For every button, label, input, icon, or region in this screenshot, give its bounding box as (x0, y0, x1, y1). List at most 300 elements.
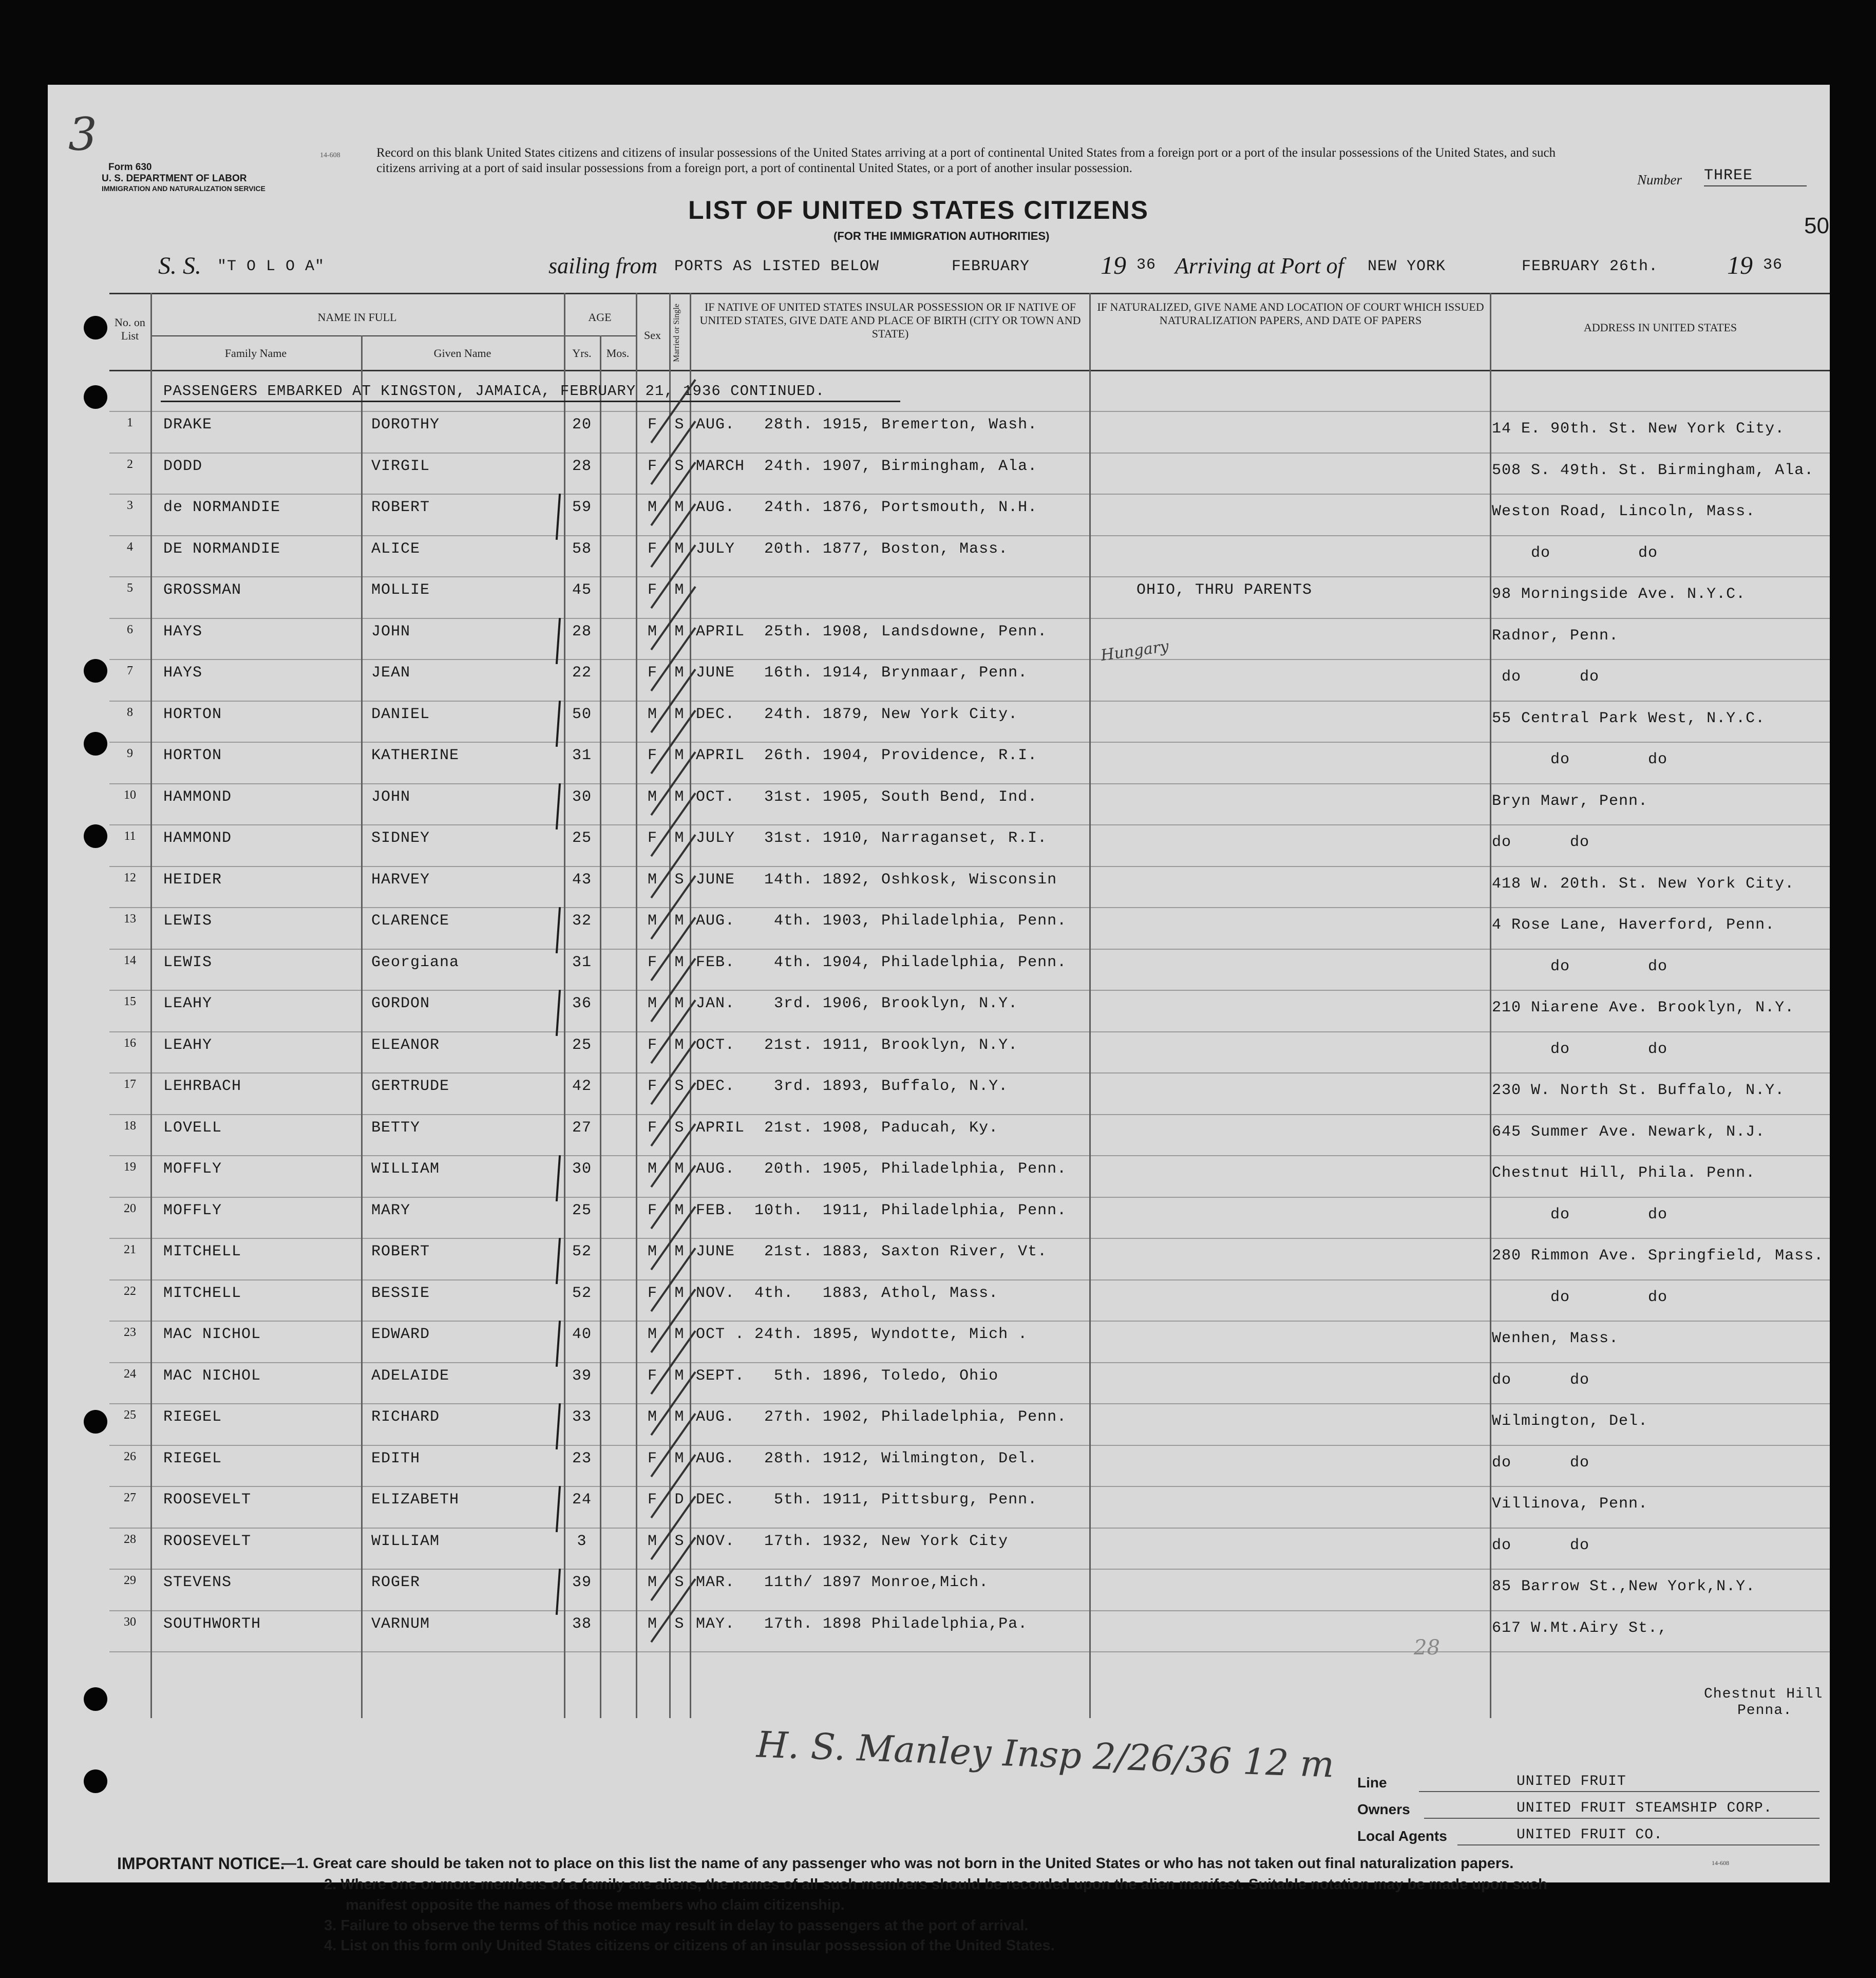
cell-birth: OCT . 24th. 1895, Wyndotte, Mich . (696, 1326, 1028, 1343)
cell-family: HAYS (163, 623, 203, 641)
cell-family: DODD (163, 457, 203, 475)
cell-ms: M (674, 788, 685, 806)
cell-ms: M (674, 664, 685, 682)
cell-family: LEWIS (163, 912, 213, 930)
cell-sex: F (647, 1367, 657, 1385)
punch-hole (84, 316, 107, 340)
cell-given: GERTRUDE (371, 1078, 450, 1095)
cell-sex: M (647, 912, 657, 930)
cell-age: 52 (572, 1243, 592, 1260)
col-rule-birth (1089, 293, 1091, 1718)
header-given-name: Given Name (433, 347, 491, 360)
page-mark: 50 (1804, 213, 1829, 238)
cell-birth: AUG. 28th. 1915, Bremerton, Wash. (696, 416, 1038, 434)
cell-family: SOUTHWORTH (163, 1615, 261, 1633)
row-rule (109, 1610, 1830, 1611)
cell-given: ADELAIDE (371, 1367, 450, 1385)
cell-birth: JULY 31st. 1910, Narraganset, R.I. (696, 830, 1048, 847)
agents-underline (1457, 1844, 1820, 1845)
cell-no: 8 (127, 705, 133, 719)
row-rule (109, 494, 1830, 495)
header-married-single: Married or Single (672, 304, 681, 362)
table-top-rule (109, 293, 1830, 294)
cell-birth: JULY 20th. 1877, Boston, Mass. (696, 540, 1009, 558)
row-rule (109, 1569, 1830, 1570)
cell-given: ROBERT (371, 1243, 430, 1260)
line-value: UNITED FRUIT (1517, 1774, 1626, 1789)
corner-mark: 14-608 (1712, 1859, 1729, 1867)
cell-birth: JUNE 14th. 1892, Oshkosk, Wisconsin (696, 871, 1057, 889)
cell-birth: NOV. 4th. 1883, Athol, Mass. (696, 1284, 999, 1302)
cell-family: LEHRBACH (163, 1078, 242, 1095)
cell-ms: S (674, 457, 685, 475)
page-number: 3 (68, 108, 97, 161)
cell-ms: M (674, 1243, 685, 1260)
cell-family: RIEGEL (163, 1408, 222, 1426)
cell-given: VIRGIL (371, 457, 430, 475)
cell-age: 25 (572, 1201, 592, 1219)
cell-no: 14 (124, 953, 136, 967)
cell-given: Georgiana (371, 953, 460, 971)
cell-ms: S (674, 871, 685, 889)
punch-hole (84, 732, 107, 756)
cell-family: HEIDER (163, 871, 222, 889)
row-rule (109, 1362, 1830, 1363)
cell-family: HAYS (163, 664, 203, 682)
cell-birth: AUG. 24th. 1876, Portsmouth, N.H. (696, 499, 1038, 516)
cell-ms: S (674, 1615, 685, 1633)
punch-hole (84, 659, 107, 683)
cell-birth: AUG. 28th. 1912, Wilmington, Del. (696, 1449, 1038, 1467)
cell-ms: S (674, 1574, 685, 1591)
punch-hole (84, 385, 107, 409)
ship-name: "T O L O A" (217, 258, 325, 275)
cell-ms: M (674, 1036, 685, 1054)
cell-ms: M (674, 1449, 685, 1467)
cell-given: ROBERT (371, 499, 430, 516)
cell-address: 418 W. 20th. St. New York City. (1492, 875, 1795, 893)
notice-item-2b: manifest opposite the names of those members who claim citizenship. (346, 1897, 845, 1913)
header-naturalized: IF NATURALIZED, GIVE NAME AND LOCATION OF COURT WHICH ISSUED NATURALIZATION PAPERS, AND DATE OF PAPERS (1097, 300, 1484, 327)
col-rule-natz (1490, 293, 1491, 1718)
cell-age: 40 (572, 1326, 592, 1343)
cell-given: BESSIE (371, 1284, 430, 1302)
depart-year-prefix: 19 (1101, 251, 1126, 279)
cell-no: 26 (124, 1449, 136, 1463)
cell-given: EDITH (371, 1449, 421, 1467)
cell-sex: M (647, 705, 657, 723)
cell-sex: F (647, 830, 657, 847)
cell-given: RICHARD (371, 1408, 440, 1426)
notice-title: IMPORTANT NOTICE. (117, 1854, 285, 1873)
cell-no: 12 (124, 871, 136, 884)
cell-sex: F (647, 1201, 657, 1219)
cell-address: 85 Barrow St.,New York,N.Y. (1492, 1578, 1756, 1595)
cell-given: EDWARD (371, 1326, 430, 1343)
manifest-sheet (48, 85, 1830, 1954)
owners-underline (1424, 1818, 1820, 1819)
header-mos: Mos. (606, 347, 630, 360)
cell-address: 617 W.Mt.Airy St., (1492, 1619, 1668, 1637)
punch-hole (84, 1687, 107, 1711)
cell-family: HAMMOND (163, 830, 232, 847)
cell-given: BETTY (371, 1119, 421, 1137)
cell-given: SIDNEY (371, 830, 430, 847)
cell-no: 11 (124, 830, 136, 843)
cell-address: 210 Niarene Ave. Brooklyn, N.Y. (1492, 999, 1795, 1016)
cell-family: MOFFLY (163, 1201, 222, 1219)
cell-no: 24 (124, 1367, 136, 1381)
cell-given: HARVEY (371, 871, 430, 889)
row-rule (109, 1031, 1830, 1032)
cell-address: 645 Summer Ave. Newark, N.J. (1492, 1123, 1766, 1141)
cell-address: 14 E. 90th. St. New York City. (1492, 420, 1785, 438)
col-rule-given (564, 293, 565, 1718)
header-address: ADDRESS IN UNITED STATES (1583, 321, 1737, 334)
col-rule-yrs (600, 335, 601, 1718)
cell-age: 3 (577, 1532, 587, 1550)
cell-given: WILLIAM (371, 1160, 440, 1178)
cell-address: do do (1492, 1040, 1668, 1058)
cell-birth: FEB. 10th. 1911, Philadelphia, Penn. (696, 1201, 1067, 1219)
cell-age: 27 (572, 1119, 592, 1137)
cell-address: 4 Rose Lane, Haverford, Penn. (1492, 916, 1775, 934)
cell-birth: AUG. 27th. 1902, Philadelphia, Penn. (696, 1408, 1067, 1426)
cell-family: HAMMOND (163, 788, 232, 806)
arrival-port: NEW YORK (1368, 258, 1446, 275)
cell-birth: NOV. 17th. 1932, New York City (696, 1532, 1009, 1550)
cell-sex: F (647, 1078, 657, 1095)
cell-birth: APRIL 26th. 1904, Providence, R.I. (696, 747, 1038, 764)
row-rule (109, 618, 1830, 619)
cell-age: 24 (572, 1491, 592, 1509)
notice-item-1: —1. Great care should be taken not to place on this list the name of any passenger who was not born in the United States or who has not taken out final naturalization papers. (281, 1855, 1514, 1872)
cell-ms: M (674, 1408, 685, 1426)
row-rule (109, 783, 1830, 784)
cell-family: HORTON (163, 705, 222, 723)
cell-birth: SEPT. 5th. 1896, Toledo, Ohio (696, 1367, 999, 1385)
row-rule (109, 1321, 1830, 1322)
cell-birth: DEC. 24th. 1879, New York City. (696, 705, 1018, 723)
sailing-from-value: PORTS AS LISTED BELOW (674, 258, 880, 275)
cell-ms: M (674, 581, 685, 599)
arriving-label: Arriving at Port of (1175, 253, 1344, 278)
row-rule (109, 576, 1830, 577)
cell-sex: F (647, 1036, 657, 1054)
cell-age: 38 (572, 1615, 592, 1633)
col-rule-no (150, 293, 152, 1718)
arrival-date: FEBRUARY 26th. (1522, 258, 1659, 275)
cell-sex: F (647, 1284, 657, 1302)
notice-item-3: 3. Failure to observe the terms of this notice may result in delay to passengers at the port of arrival. (324, 1917, 1029, 1934)
cell-given: ROGER (371, 1574, 421, 1591)
cell-birth: JAN. 3rd. 1906, Brooklyn, N.Y. (696, 995, 1018, 1012)
cell-address: do do (1492, 1536, 1590, 1554)
cell-address: Wilmington, Del. (1492, 1412, 1648, 1430)
cell-family: LEAHY (163, 1036, 213, 1054)
agents-label: Local Agents (1357, 1828, 1447, 1844)
form-subtitle: (FOR THE IMMIGRATION AUTHORITIES) (833, 230, 1050, 242)
cell-address: do do (1492, 544, 1658, 562)
cell-age: 28 (572, 623, 592, 641)
row-rule (109, 1403, 1830, 1404)
cell-age: 28 (572, 457, 592, 475)
cell-no: 10 (124, 788, 136, 802)
cell-sex: F (647, 1119, 657, 1137)
cell-ms: M (674, 1160, 685, 1178)
cell-no: 4 (127, 540, 133, 554)
punch-hole (84, 1769, 107, 1793)
inspector-signature: H. S. Manley Insp 2/26/36 12 m (755, 1723, 1335, 1786)
cell-birth: AUG. 4th. 1903, Philadelphia, Penn. (696, 912, 1067, 930)
cell-address: Villinova, Penn. (1492, 1495, 1648, 1513)
cell-given: KATHERINE (371, 747, 460, 764)
depart-month: FEBRUARY (952, 258, 1030, 275)
row-rule (109, 990, 1830, 991)
cell-age: 39 (572, 1367, 592, 1385)
cell-sex: M (647, 1326, 657, 1343)
row30-address-extra-2: Penna. (1737, 1703, 1792, 1719)
cell-no: 15 (124, 995, 136, 1008)
cell-family: MAC NICHOL (163, 1326, 261, 1343)
line-label: Line (1357, 1775, 1387, 1791)
agents-value: UNITED FRUIT CO. (1517, 1827, 1663, 1843)
cell-ms: D (674, 1491, 685, 1509)
cell-ms: M (674, 995, 685, 1012)
cell-given: ELIZABETH (371, 1491, 460, 1509)
cell-address: Weston Road, Lincoln, Mass. (1492, 503, 1756, 520)
cell-no: 9 (127, 747, 133, 760)
cell-sex: M (647, 1615, 657, 1633)
cell-ms: S (674, 1119, 685, 1137)
cell-address: do do (1492, 957, 1668, 975)
cell-address: do do (1492, 834, 1590, 851)
owners-value: UNITED FRUIT STEAMSHIP CORP. (1517, 1800, 1773, 1816)
sailing-from-label: sailing from (548, 253, 658, 278)
cell-age: 36 (572, 995, 592, 1012)
cell-sex: M (647, 995, 657, 1012)
cell-family: de NORMANDIE (163, 499, 281, 516)
cell-ms: M (674, 1201, 685, 1219)
cell-address: do do (1492, 1454, 1590, 1472)
cell-ms: M (674, 623, 685, 641)
department-name: U. S. DEPARTMENT OF LABOR (102, 173, 247, 184)
row-rule (109, 1072, 1830, 1073)
cell-given: VARNUM (371, 1615, 430, 1633)
cell-family: DRAKE (163, 416, 213, 434)
number-label: Number (1637, 172, 1682, 187)
cell-age: 52 (572, 1284, 592, 1302)
cell-no: 7 (127, 664, 133, 677)
cell-sex: M (647, 871, 657, 889)
cell-family: DE NORMANDIE (163, 540, 281, 558)
number-value: THREE (1704, 167, 1753, 184)
cell-family: MITCHELL (163, 1284, 242, 1302)
cell-address: 280 Rimmon Ave. Springfield, Mass. (1492, 1247, 1824, 1265)
row-rule (109, 866, 1830, 867)
cell-address: do do (1492, 1371, 1590, 1389)
section-note: PASSENGERS EMBARKED AT KINGSTON, JAMAICA, FEBRUARY 21, 1936 CONTINUED. (163, 383, 825, 400)
row-rule (109, 824, 1830, 825)
cell-given: MOLLIE (371, 581, 430, 599)
row-rule (109, 1445, 1830, 1446)
cell-given: ELEANOR (371, 1036, 440, 1054)
cell-ms: S (674, 1078, 685, 1095)
row-rule (109, 535, 1830, 536)
cell-sex: F (647, 747, 657, 764)
cell-given: CLARENCE (371, 912, 450, 930)
cell-no: 25 (124, 1408, 136, 1422)
cell-ms: M (674, 912, 685, 930)
punch-hole (84, 824, 107, 848)
cell-sex: F (647, 581, 657, 599)
cell-family: MAC NICHOL (163, 1367, 261, 1385)
cell-age: 30 (572, 788, 592, 806)
cell-address: do do (1492, 668, 1600, 686)
cell-sex: M (647, 788, 657, 806)
cell-sex: F (647, 664, 657, 682)
cell-given: JEAN (371, 664, 411, 682)
cell-age: 20 (572, 416, 592, 434)
ss-label: S. S. (158, 252, 201, 279)
row-rule (109, 949, 1830, 950)
cell-given: WILLIAM (371, 1532, 440, 1550)
cell-address: Chestnut Hill, Phila. Penn. (1492, 1164, 1756, 1182)
cell-no: 27 (124, 1491, 136, 1504)
cell-no: 20 (124, 1201, 136, 1215)
cell-no: 2 (127, 457, 133, 471)
cell-family: STEVENS (163, 1574, 232, 1591)
cell-ms: M (674, 1367, 685, 1385)
cell-sex: M (647, 1243, 657, 1260)
cell-ms: M (674, 1284, 685, 1302)
row-rule (109, 1238, 1830, 1239)
arrival-year-prefix: 19 (1727, 251, 1753, 279)
cell-no: 29 (124, 1574, 136, 1587)
cell-natz: OHIO, THRU PARENTS (1136, 581, 1313, 599)
row-rule (109, 1486, 1830, 1487)
line-underline (1419, 1791, 1820, 1792)
cell-address: 508 S. 49th. St. Birmingham, Ala. (1492, 461, 1814, 479)
section-note-underline (161, 401, 900, 402)
arrival-year: 36 (1763, 256, 1783, 274)
row-rule (109, 659, 1830, 660)
cell-age: 45 (572, 581, 592, 599)
cell-given: MARY (371, 1201, 411, 1219)
cell-age: 22 (572, 664, 592, 682)
cell-ms: M (674, 499, 685, 516)
cell-no: 30 (124, 1615, 136, 1629)
cell-address: Radnor, Penn. (1492, 627, 1619, 645)
name-subheader-rule (150, 335, 613, 336)
notice-item-4: 4. List on this form only United States citizens or citizens of an insular possession of the United States. (324, 1937, 1055, 1954)
cell-birth: MARCH 24th. 1907, Birmingham, Ala. (696, 457, 1038, 475)
cell-no: 23 (124, 1326, 136, 1339)
cell-age: 59 (572, 499, 592, 516)
number-underline (1704, 185, 1807, 186)
cell-no: 13 (124, 912, 136, 926)
cell-age: 32 (572, 912, 592, 930)
cell-address: 98 Morningside Ave. N.Y.C. (1492, 586, 1746, 603)
cell-age: 58 (572, 540, 592, 558)
cell-birth: JUNE 21st. 1883, Saxton River, Vt. (696, 1243, 1048, 1260)
cell-given: DOROTHY (371, 416, 440, 434)
form-instructions: Record on this blank United States citizens and citizens of insular possessions of the United States arriving at a port of continental United States from a foreign port or a port of the insular possessions of the United States, and such citizens arriving at a port of said insular possessions from a foreign port, a port of continental United States, or a port of another insular possession. (376, 146, 1556, 175)
cell-address: 230 W. North St. Buffalo, N.Y. (1492, 1082, 1785, 1099)
cell-sex: F (647, 1449, 657, 1467)
cell-ms: M (674, 953, 685, 971)
cell-address: 55 Central Park West, N.Y.C. (1492, 709, 1766, 727)
cell-birth: MAY. 17th. 1898 Philadelphia,Pa. (696, 1615, 1028, 1633)
row-rule (109, 701, 1830, 702)
cell-birth: DEC. 3rd. 1893, Buffalo, N.Y. (696, 1078, 1009, 1095)
cell-family: LEWIS (163, 953, 213, 971)
table-header-rule (109, 370, 1830, 371)
row-rule (109, 1114, 1830, 1115)
cell-given: JOHN (371, 623, 411, 641)
cell-ms: M (674, 705, 685, 723)
cell-no: 28 (124, 1532, 136, 1546)
cell-family: LEAHY (163, 995, 213, 1012)
cell-sex: F (647, 540, 657, 558)
cell-ms: M (674, 747, 685, 764)
cell-given: DANIEL (371, 705, 430, 723)
service-name: IMMIGRATION AND NATURALIZATION SERVICE (102, 184, 266, 193)
cell-age: 43 (572, 871, 592, 889)
depart-year: 36 (1136, 256, 1157, 274)
cell-no: 5 (127, 581, 133, 595)
cell-birth: APRIL 25th. 1908, Landsdowne, Penn. (696, 623, 1048, 641)
row-rule (109, 1651, 1830, 1652)
owners-label: Owners (1357, 1801, 1410, 1817)
cell-age: 39 (572, 1574, 592, 1591)
cell-sex: M (647, 1408, 657, 1426)
header-no: No. on List (115, 316, 145, 342)
handwritten-mark-row29: 28 (1414, 1636, 1440, 1660)
cell-age: 31 (572, 747, 592, 764)
cell-sex: F (647, 953, 657, 971)
cell-no: 16 (124, 1036, 136, 1050)
row-rule (109, 742, 1830, 743)
cell-sex: M (647, 1532, 657, 1550)
header-name-in-full: NAME IN FULL (317, 311, 397, 324)
cell-given: ALICE (371, 540, 421, 558)
cell-birth: APRIL 21st. 1908, Paducah, Ky. (696, 1119, 999, 1137)
cell-family: HORTON (163, 747, 222, 764)
cell-family: MOFFLY (163, 1160, 222, 1178)
cell-birth: AUG. 20th. 1905, Philadelphia, Penn. (696, 1160, 1067, 1178)
cell-birth: JUNE 16th. 1914, Brynmaar, Penn. (696, 664, 1028, 682)
cell-age: 25 (572, 1036, 592, 1054)
cell-sex: M (647, 1160, 657, 1178)
cell-birth: OCT. 21st. 1911, Brooklyn, N.Y. (696, 1036, 1018, 1054)
cell-birth: FEB. 4th. 1904, Philadelphia, Penn. (696, 953, 1067, 971)
cell-age: 50 (572, 705, 592, 723)
cell-age: 31 (572, 953, 592, 971)
cell-birth: MAR. 11th/ 1897 Monroe,Mich. (696, 1574, 989, 1591)
cell-given: JOHN (371, 788, 411, 806)
row-rule (109, 1279, 1830, 1280)
cell-ms: M (674, 1326, 685, 1343)
cell-sex: M (647, 623, 657, 641)
printing-mark: 14-608 (320, 152, 340, 159)
cell-family: LOVELL (163, 1119, 222, 1137)
cell-sex: F (647, 1491, 657, 1509)
handwritten-note-row5: Hungary (1100, 637, 1170, 665)
row-rule (109, 1155, 1830, 1156)
form-title: LIST OF UNITED STATES CITIZENS (688, 196, 1149, 224)
cell-family: ROOSEVELT (163, 1532, 252, 1550)
